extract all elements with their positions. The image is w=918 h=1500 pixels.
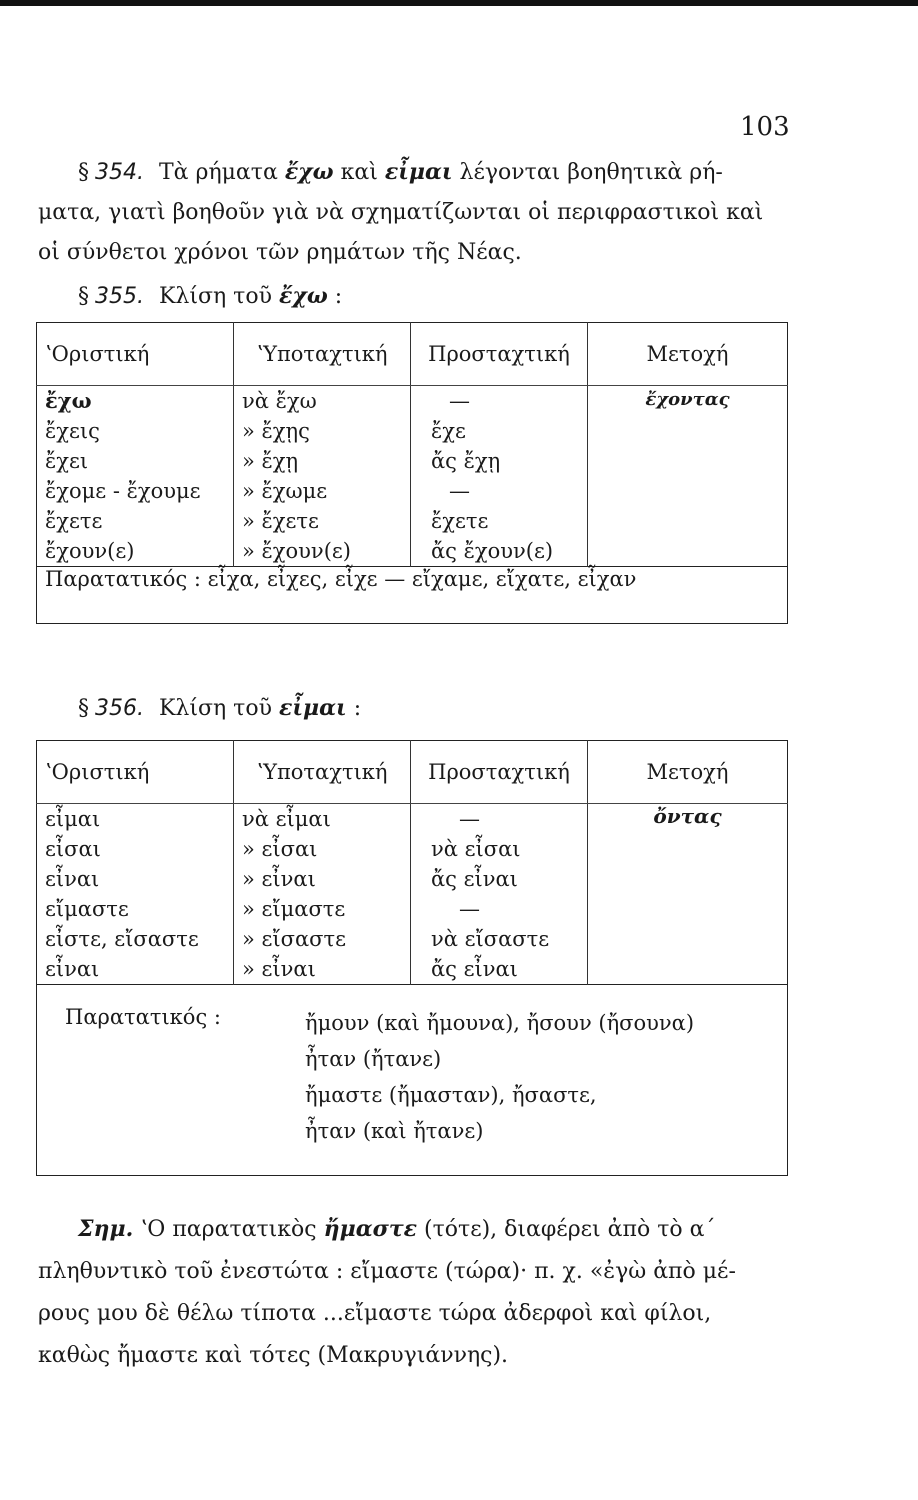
form: εἶστε, εἴσαστε — [45, 927, 199, 951]
form: » εἴμαστε — [242, 897, 346, 921]
imperfect-label: Παρατατικός : — [65, 1005, 221, 1029]
form: ἄς ἔχῃ — [431, 449, 501, 473]
table-forms-row — [37, 386, 788, 567]
form: ἔχεις — [45, 419, 100, 443]
form: εἶναι — [45, 867, 100, 891]
column-metochi — [588, 386, 788, 567]
conjugation-table-echo — [36, 322, 788, 624]
imperfect-line: ἤμουν (καὶ ἤμουνα), ἤσουν (ἤσουνα) — [305, 1011, 695, 1035]
form: νὰ εἶμαι — [242, 807, 331, 831]
form: » εἶναι — [242, 957, 316, 981]
imperfect-line: ἤμαστε (ἤμασταν), ἤσαστε, — [305, 1083, 597, 1107]
table-header-row — [37, 741, 788, 804]
form: » εἶσαι — [242, 837, 318, 861]
section-356-heading — [38, 688, 830, 729]
note-line-1 — [38, 1208, 790, 1251]
form: ἄς ἔχουν(ε) — [431, 539, 554, 563]
column-prostaktiki — [411, 386, 588, 567]
word-eimai: εἶμαι — [384, 159, 453, 185]
note-line-2: πληθυντικὸ τοῦ ἐνεστώτα : εἴμαστε (τώρα)· π. χ. «ἐγὼ ἀπὸ μέ- — [38, 1259, 736, 1284]
page-number: 103 — [740, 112, 790, 142]
form: νὰ εἴσαστε — [431, 927, 550, 951]
section-356-number: 356. — [95, 696, 144, 721]
column-ypotaktiki — [234, 804, 411, 985]
form: » εἴσαστε — [242, 927, 346, 951]
section-sign: § — [78, 160, 89, 185]
imperfect-row — [37, 567, 788, 624]
form: ἔχετε — [45, 509, 103, 533]
participle: ἔχοντας — [645, 389, 730, 410]
section-354-line-3: οἱ σύνθετοι χρόνοι τῶν ρημάτων τῆς Νέας. — [38, 240, 522, 265]
section-354-line-1 — [38, 152, 790, 193]
form: ἔχω — [45, 388, 92, 413]
header-ypotaktiki: ʽΥποταχτική — [234, 323, 411, 386]
note-text-end: (τότε), διαφέρει ἀπὸ τὸ α΄ — [424, 1217, 716, 1242]
imperfect-block — [37, 985, 788, 1176]
section-356-text: Κλίση τοῦ — [158, 696, 272, 721]
form: » εἶναι — [242, 867, 316, 891]
section-354-text-end: λέγονται βοηθητικὰ ρή- — [459, 160, 723, 185]
form: ἄς εἶναι — [431, 957, 518, 981]
section-356-colon: : — [353, 696, 362, 721]
form: εἶμαι — [45, 807, 101, 831]
note-line-3: ρους μου δὲ θέλω τίποτα ...εἴμαστε τώρα ἀδερφοὶ καὶ φίλοι, — [38, 1301, 712, 1326]
section-356-word: εἶμαι — [278, 695, 347, 721]
header-metochi: Μετοχή — [588, 741, 788, 804]
form: ἔχομε - ἔχουμε — [45, 479, 201, 503]
form: ἔχουν(ε) — [45, 539, 135, 563]
imperfect-line: ἦταν (ἤτανε) — [305, 1047, 442, 1071]
column-oristiki — [37, 386, 234, 567]
form: εἶναι — [45, 957, 100, 981]
column-prostaktiki — [411, 804, 588, 985]
form: ἄς εἶναι — [431, 867, 518, 891]
form: εἴμαστε — [45, 897, 129, 921]
section-354-line-2: ματα, γιατὶ βοηθοῦν γιὰ νὰ σχηματίζωνται οἱ περιφραστικοὶ καὶ — [38, 200, 764, 225]
header-metochi: Μετοχή — [588, 323, 788, 386]
section-355-colon: : — [334, 284, 343, 309]
note-line-4: καθὼς ἤμαστε καὶ τότες (Μακρυγιάννης). — [38, 1343, 509, 1368]
header-ypotaktiki: ʽΥποταχτική — [234, 741, 411, 804]
form: — — [459, 897, 480, 921]
header-prostaktiki: Προσταχτική — [411, 741, 588, 804]
table-header-row — [37, 323, 788, 386]
note-paragraph — [38, 1208, 790, 1377]
header-oristiki: ʽΟριστική — [37, 741, 234, 804]
form: — — [459, 807, 480, 831]
note-label: Σημ. — [78, 1216, 134, 1242]
conjugation-table-eimai — [36, 740, 788, 1176]
note-word: ἤμαστε — [323, 1216, 418, 1242]
form: νὰ ἔχω — [242, 389, 317, 413]
section-354 — [38, 152, 790, 273]
section-355-text: Κλίση τοῦ — [158, 284, 272, 309]
header-oristiki: ʽΟριστική — [37, 323, 234, 386]
form: » ἔχετε — [242, 509, 319, 533]
column-oristiki — [37, 804, 234, 985]
form: νὰ εἶσαι — [431, 837, 521, 861]
form: » ἔχωμε — [242, 479, 328, 503]
imperfect-row — [37, 985, 788, 1176]
section-355-number: 355. — [95, 284, 144, 309]
section-sign: § — [78, 696, 89, 721]
imperfect-forms — [305, 1005, 694, 1149]
form: » ἔχουν(ε) — [242, 539, 351, 563]
column-metochi — [588, 804, 788, 985]
section-354-text: Τὰ ρήματα — [158, 160, 278, 185]
form: ἔχει — [45, 449, 89, 473]
table-forms-row — [37, 804, 788, 985]
section-355-heading — [38, 276, 830, 317]
form: ἔχε — [431, 419, 466, 443]
form: ἔχετε — [431, 509, 489, 533]
word-echo: ἔχω — [284, 159, 334, 185]
imperfect-line: ἦταν (καὶ ἤτανε) — [305, 1119, 484, 1143]
note-text: ʽΟ παρατατικὸς — [140, 1217, 317, 1242]
form: εἶσαι — [45, 837, 101, 861]
form: — — [449, 389, 470, 413]
section-355-word: ἔχω — [278, 283, 328, 309]
imperfect-line: Παρατατικός : εἶχα, εἶχες, εἶχε — εἴχαμε, εἴχατε, εἶχαν — [37, 567, 788, 624]
page-edge — [0, 0, 918, 6]
form: — — [449, 479, 470, 503]
header-prostaktiki: Προσταχτική — [411, 323, 588, 386]
section-sign: § — [78, 284, 89, 309]
form: » ἔχῃ — [242, 449, 299, 473]
section-354-and: καὶ — [340, 160, 378, 185]
participle: ὄντας — [653, 804, 722, 828]
column-ypotaktiki — [234, 386, 411, 567]
section-354-number: 354. — [95, 160, 144, 185]
form: » ἔχῃς — [242, 419, 310, 443]
